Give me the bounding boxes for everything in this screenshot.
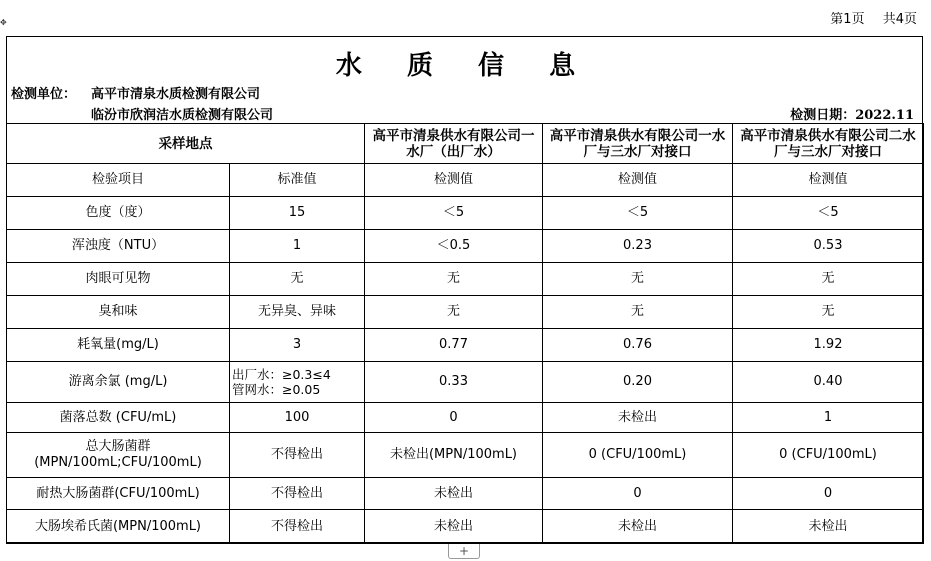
test-item: [7, 433, 230, 478]
measured-value: 0.33: [365, 362, 543, 403]
standard-value: [230, 362, 365, 403]
test-item: 色度（度）: [7, 197, 230, 230]
measured-value: 未检出: [733, 510, 924, 544]
measured-value: ＜0.5: [365, 230, 543, 263]
standard-line: 出厂水：≥0.3≤4: [232, 367, 331, 382]
table-row: [7, 296, 924, 329]
test-item: 大肠埃希氏菌(MPN/100mL): [7, 510, 230, 544]
column-header: 检测值: [365, 164, 543, 197]
test-item: 耐热大肠菌群(CFU/100mL): [7, 478, 230, 510]
current-page: 第1页: [830, 12, 865, 27]
measured-value: 无: [543, 263, 733, 296]
test-item: 臭和味: [7, 296, 230, 329]
test-item: 耗氧量(mg/L): [7, 329, 230, 362]
measured-value: ＜5: [733, 197, 924, 230]
measured-value: 0: [365, 403, 543, 433]
measured-value: 0: [543, 478, 733, 510]
table-row: [7, 362, 924, 403]
measured-value: 0.53: [733, 230, 924, 263]
standard-value: 不得检出: [230, 478, 365, 510]
measured-value: 未检出: [543, 403, 733, 433]
test-item-line: 总大肠菌群: [85, 439, 151, 454]
site-header: 高平市清泉供水有限公司一水厂与三水厂对接口: [543, 124, 733, 164]
measured-value: 未检出: [365, 478, 543, 510]
measured-value: 无: [733, 263, 924, 296]
measured-value: 0 (CFU/100mL): [733, 433, 924, 478]
standard-value: 1: [230, 230, 365, 263]
test-item: 肉眼可见物: [7, 263, 230, 296]
column-header: 标准值: [230, 164, 365, 197]
column-header: 检测值: [733, 164, 924, 197]
test-date: 检测日期：2022.11: [790, 108, 914, 123]
table-row: [7, 263, 924, 296]
table-row: [7, 329, 924, 362]
sampling-site-label: 采样地点: [7, 124, 365, 164]
measured-value: 0.40: [733, 362, 924, 403]
site-header: 高平市清泉供水有限公司一水厂（出厂水）: [365, 124, 543, 164]
column-header-row: [7, 164, 924, 197]
water-quality-table: [6, 123, 924, 544]
table-move-handle-icon[interactable]: ✥: [0, 18, 7, 27]
measured-value: 未检出: [543, 510, 733, 544]
measured-value: 0.23: [543, 230, 733, 263]
measured-value: 无: [543, 296, 733, 329]
standard-value: 不得检出: [230, 433, 365, 478]
table-row: [7, 403, 924, 433]
standard-value: 15: [230, 197, 365, 230]
testing-unit-2: 临汾市欣润洁水质检测有限公司: [91, 108, 274, 123]
standard-value: 无异臭、异味: [230, 296, 365, 329]
page-indicator: [816, 8, 917, 27]
standard-value: 100: [230, 403, 365, 433]
table-row: [7, 197, 924, 230]
measured-value: 无: [365, 263, 543, 296]
table-row: [7, 230, 924, 263]
measured-value: 无: [365, 296, 543, 329]
report-title: 水 质 信 息: [335, 51, 594, 81]
test-item-line: (MPN/100mL;CFU/100mL): [34, 455, 202, 470]
column-header: 检测值: [543, 164, 733, 197]
testing-unit-label: 检测单位：: [11, 87, 77, 102]
site-header: 高平市清泉供水有限公司二水厂与三水厂对接口: [733, 124, 924, 164]
test-item: 游离余氯 (mg/L): [7, 362, 230, 403]
measured-value: 0.20: [543, 362, 733, 403]
measured-value: 0.76: [543, 329, 733, 362]
measured-value: 0 (CFU/100mL): [543, 433, 733, 478]
column-header: 检验项目: [7, 164, 230, 197]
measured-value: ＜5: [543, 197, 733, 230]
measured-value: 1.92: [733, 329, 924, 362]
measured-value: 无: [733, 296, 924, 329]
measured-value: ＜5: [365, 197, 543, 230]
table-row: [7, 478, 924, 510]
measured-value: 未检出(MPN/100mL): [365, 433, 543, 478]
total-pages: 共4页: [882, 12, 917, 27]
sampling-site-row: [7, 124, 924, 164]
standard-value: 不得检出: [230, 510, 365, 544]
measured-value: 0.77: [365, 329, 543, 362]
add-row-button[interactable]: +: [448, 544, 480, 559]
measured-value: 1: [733, 403, 924, 433]
measured-value: 0: [733, 478, 924, 510]
test-item: 浑浊度（NTU）: [7, 230, 230, 263]
table-row: [7, 510, 924, 544]
testing-unit-1: 高平市清泉水质检测有限公司: [91, 87, 261, 102]
measured-value: 未检出: [365, 510, 543, 544]
standard-value: 无: [230, 263, 365, 296]
report-frame: [6, 36, 923, 543]
test-item: 菌落总数 (CFU/mL): [7, 403, 230, 433]
standard-value: 3: [230, 329, 365, 362]
table-row: [7, 433, 924, 478]
standard-line: 管网水：≥0.05: [232, 382, 321, 397]
